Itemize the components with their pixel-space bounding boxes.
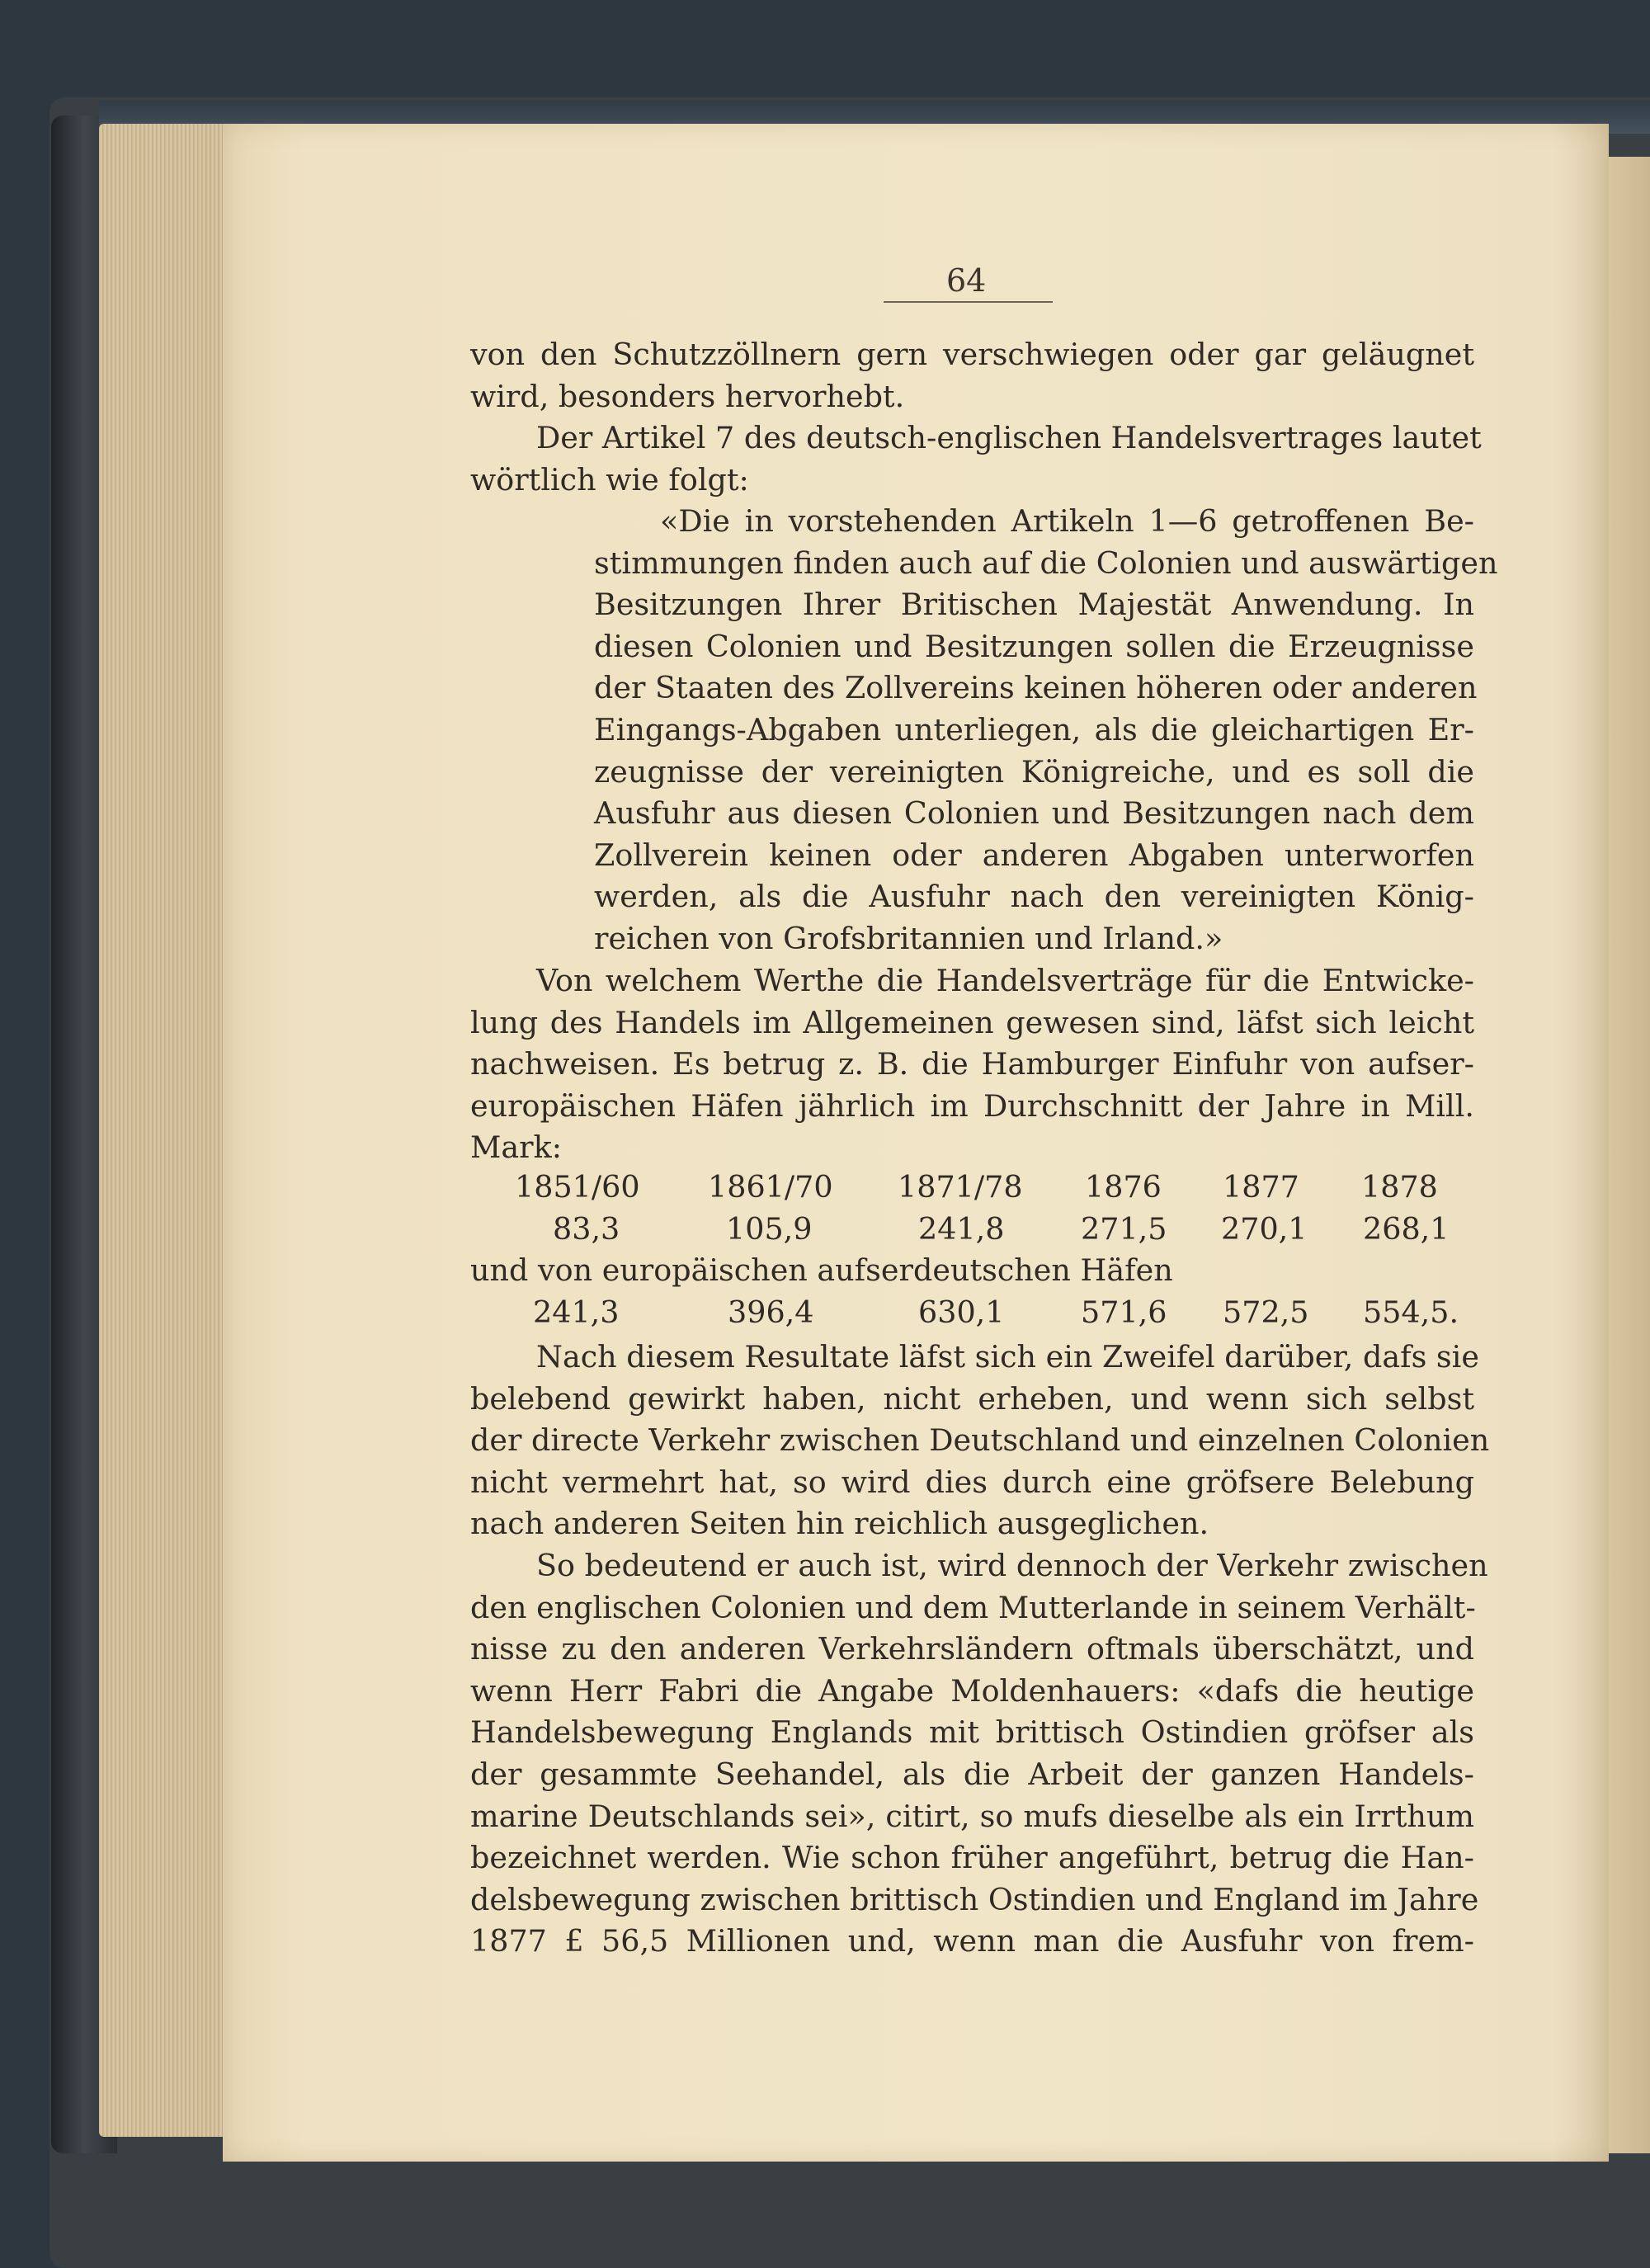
table-cell: 83,3 (553, 1210, 620, 1247)
text-line: delsbewegung zwischen brittisch Ostindien und England im Jahre (470, 1881, 1479, 1917)
text-line: bezeichnet werden. Wie schon früher angeführt, betrug die Han- (470, 1840, 1474, 1876)
text-line: nicht vermehrt hat, so wird dies durch eine gröfsere Belebung (470, 1464, 1474, 1500)
table-cell: 1871/78 (898, 1169, 1023, 1205)
text-line: von den Schutzzöllnern gern verschwiegen oder gar geläugnet (470, 337, 1474, 372)
text-line: europäischen Häfen jährlich im Durchschnitt der Jahre in Mill. (470, 1087, 1474, 1124)
table-cell: 1877 (1223, 1169, 1299, 1205)
text-line: Mark: (470, 1129, 562, 1166)
text-line: «Die in vorstehenden Artikeln 1—6 getroffenen Be- (660, 503, 1474, 539)
text-line: Nach diesem Resultate läfst sich ein Zweifel darüber, dafs sie (536, 1339, 1479, 1374)
text-line: der gesammte Seehandel, als die Arbeit der ganzen Handels- (470, 1756, 1474, 1792)
paragraph-werthe (470, 960, 1474, 1169)
text-line: Der Artikel 7 des deutsch-englischen Handelsvertrages lautet (536, 420, 1482, 455)
text-line: belebend gewirkt haben, nicht erheben, und wenn sich selbst (470, 1380, 1474, 1417)
text-line: zeugnisse der vereinigten Königreiche, und es soll die (594, 753, 1474, 790)
text-line: Eingangs-Abgaben unterliegen, als die gleichartigen Er- (594, 711, 1474, 747)
text-line: lung des Handels im Allgemeinen gewesen sind, läfst sich leicht (470, 1004, 1474, 1040)
text-line: wird, besonders hervorhebt. (470, 378, 905, 414)
table-cell: 1878 (1361, 1169, 1438, 1205)
paragraph-article (470, 417, 1482, 501)
text-line: nachweisen. Es betrug z. B. die Hamburger Einfuhr von aufser- (470, 1046, 1474, 1082)
table-cell: 554,5. (1363, 1294, 1459, 1330)
text-line: diesen Colonien und Besitzungen sollen die Erzeugnisse (594, 628, 1474, 664)
text-line: 1877 £ 56,5 Millionen und, wenn man die Ausfuhr von frem- (470, 1923, 1474, 1959)
header-rule (884, 301, 1053, 303)
table-row-years (470, 1169, 1474, 1211)
text-line: nach anderen Seiten hin reichlich ausgeglichen. (470, 1506, 1209, 1542)
text-line: nisse zu den anderen Verkehrsländern oftmals überschätzt, und (470, 1631, 1474, 1667)
table-cell: 268,1 (1363, 1210, 1450, 1247)
text-line: Ausfuhr aus diesen Colonien und Besitzungen nach dem (594, 795, 1474, 832)
text-line: wörtlich wie folgt: (470, 461, 749, 497)
table-cell: 105,9 (726, 1210, 813, 1247)
table-row-non-european (470, 1211, 1474, 1253)
paragraph-bedeutend (470, 1545, 1488, 1963)
text-line: werden, als die Ausfuhr nach den vereinigten König- (594, 879, 1474, 915)
table-cell: 571,6 (1081, 1294, 1167, 1330)
text-line: marine Deutschlands sei», citirt, so mufs dieselbe als ein Irrthum (470, 1798, 1474, 1834)
table-row-label (470, 1252, 1474, 1294)
table-row-european (470, 1294, 1474, 1337)
text-line: Zollverein keinen oder anderen Abgaben unterworfen (594, 837, 1474, 873)
table-cell: 270,1 (1221, 1210, 1308, 1247)
text-line: Von welchem Werthe die Handelsverträge für die Entwicke- (536, 963, 1474, 998)
paragraph-resultat (470, 1337, 1490, 1545)
text-line: So bedeutend er auch ist, wird dennoch der Verkehr zwischen (536, 1548, 1488, 1583)
right-page-edge (1607, 157, 1650, 2153)
import-table (470, 1169, 1474, 1336)
table-label: und von europäischen aufserdeutschen Häfen (470, 1252, 1173, 1289)
page-number: 64 (946, 262, 987, 299)
table-cell: 241,3 (533, 1294, 620, 1330)
table-cell: 241,8 (918, 1210, 1005, 1247)
table-cell: 1851/60 (515, 1169, 640, 1205)
text-line: Handelsbewegung Englands mit brittisch Ostindien gröfser als (470, 1714, 1474, 1751)
paragraph-intro (470, 334, 1474, 417)
table-cell: 630,1 (918, 1294, 1005, 1330)
text-line: der Staaten des Zollvereins keinen höheren oder anderen (594, 670, 1478, 706)
text-line: reichen von Grofsbritannien und Irland.» (594, 920, 1223, 956)
page-edges (99, 124, 231, 2137)
table-cell: 271,5 (1081, 1210, 1167, 1247)
table-cell: 396,4 (728, 1294, 814, 1330)
text-line: wenn Herr Fabri die Angabe Moldenhauers: «dafs die heutige (470, 1672, 1474, 1709)
text-line: der directe Verkehr zwischen Deutschland und einzelnen Colonien (470, 1422, 1490, 1459)
table-cell: 1876 (1085, 1169, 1162, 1205)
text-line: den englischen Colonien und dem Mutterlande in seinem Verhält- (470, 1589, 1476, 1625)
quotation-block (470, 501, 1498, 960)
text-line: stimmungen finden auch auf die Colonien und auswärtigen (594, 545, 1498, 581)
table-cell: 1861/70 (708, 1169, 833, 1205)
text-line: Besitzungen Ihrer Britischen Majestät Anwendung. In (594, 587, 1474, 623)
table-cell: 572,5 (1223, 1294, 1309, 1330)
